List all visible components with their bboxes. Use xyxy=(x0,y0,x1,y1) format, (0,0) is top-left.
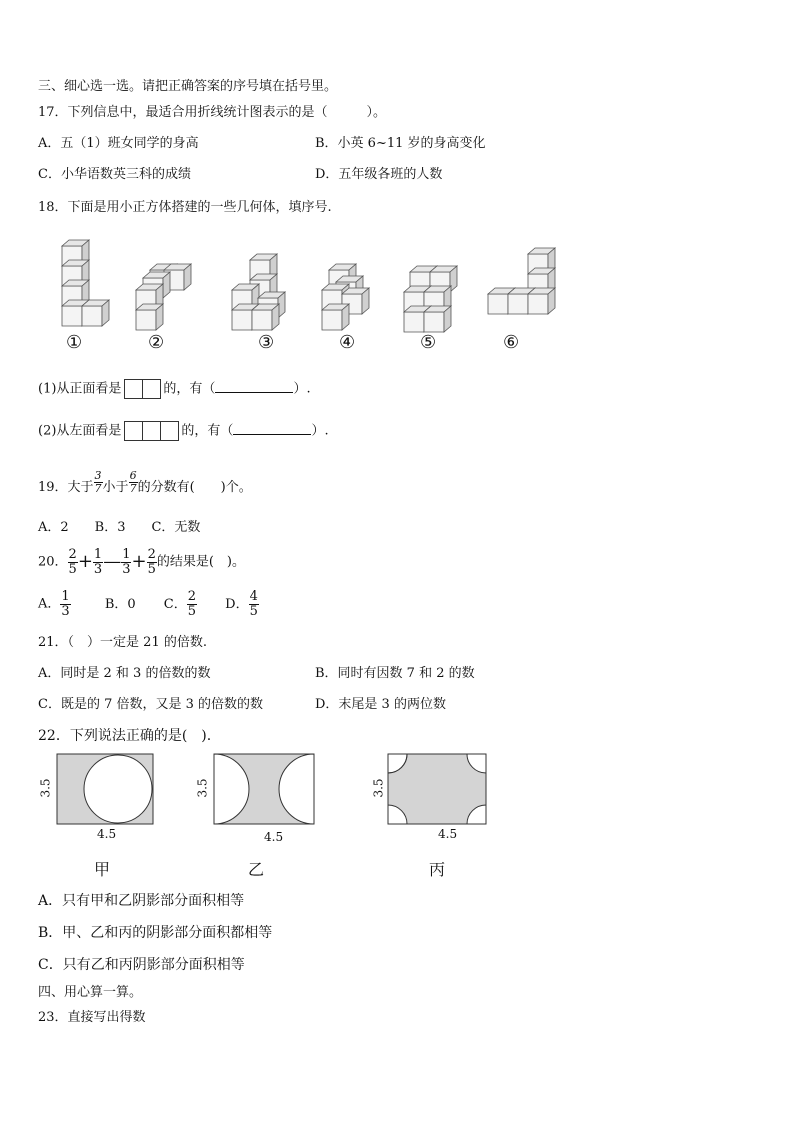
q18-stem: 18．下面是用小正方体搭建的一些几何体，填序号. xyxy=(38,200,332,215)
figure-name-bing: 丙 xyxy=(429,860,446,879)
q19-stem: 19．大于 $\frac{3}{7}$ 小于 $\frac{6}{7}$ 的分数有( )个。 xyxy=(38,469,252,496)
q20-options: A． $\frac{1}{3}$ B．0 C． $\frac{2}{5}$ D． $\frac{4}{5}$ xyxy=(38,589,258,619)
answer-blank-1[interactable] xyxy=(215,380,293,393)
q17-option-b: B．小英 6~11 岁的身高变化 xyxy=(315,136,486,151)
figure-label-1: ① xyxy=(66,332,83,353)
figure-label-6: ⑥ xyxy=(503,332,520,353)
figure-bing xyxy=(387,753,489,827)
q21-option-c: C．既是的 7 倍数，又是 3 的倍数的数 xyxy=(38,697,264,712)
jia-side-label: 3.5 xyxy=(38,778,53,798)
figure-name-jia: 甲 xyxy=(94,860,111,879)
figure-3 xyxy=(232,254,285,330)
section-3-heading: 三、细心选一选。请把正确答案的序号填在括号里。 xyxy=(38,79,338,94)
figure-4 xyxy=(322,264,369,330)
q22-option-c: C．只有乙和丙阴影部分面积相等 xyxy=(38,957,245,973)
figure-label-3: ③ xyxy=(258,332,275,353)
section-4-heading: 四、用心算一算。 xyxy=(38,985,143,1000)
q21-stem: 21．（ ）一定是 21 的倍数. xyxy=(38,635,207,650)
q18-part-1: (1)从正面看是 的，有（ ）. xyxy=(38,379,311,399)
q22-option-a: A．只有甲和乙阴影部分面积相等 xyxy=(38,893,245,909)
yi-bottom-label: 4.5 xyxy=(264,830,284,844)
bing-bottom-label: 4.5 xyxy=(438,827,458,841)
figure-jia xyxy=(56,753,156,827)
q17-option-a: A．五（1）班女同学的身高 xyxy=(38,136,199,151)
figure-5 xyxy=(404,266,457,332)
three-square-view-icon xyxy=(125,421,179,441)
q19-options: A．2 B．3 C．无数 xyxy=(38,520,201,535)
q23-stem: 23．直接写出得数 xyxy=(38,1010,146,1025)
q21-option-d: D．末尾是 3 的两位数 xyxy=(315,697,446,712)
figure-name-yi: 乙 xyxy=(248,860,265,879)
jia-bottom-label: 4.5 xyxy=(97,827,117,841)
q22-option-b: B．甲、乙和丙的阴影部分面积都相等 xyxy=(38,925,273,941)
q20-stem: 20． $\frac{2}{5}$ + $\frac{1}{3}$ — $\frac{1}{3}$ + $\frac{2}{5}$ 的结果是( )。 xyxy=(38,547,246,577)
q21-option-a: A．同时是 2 和 3 的倍数的数 xyxy=(38,666,211,681)
yi-side-label: 3.5 xyxy=(195,778,210,798)
figure-label-2: ② xyxy=(148,332,165,353)
q22-stem: 22．下列说法正确的是( ). xyxy=(38,728,212,744)
two-square-view-icon xyxy=(125,379,161,399)
answer-blank-2[interactable] xyxy=(233,422,311,435)
figure-6 xyxy=(488,248,555,314)
figure-1 xyxy=(62,240,109,326)
bing-side-label: 3.5 xyxy=(371,778,386,798)
figure-label-5: ⑤ xyxy=(420,332,437,353)
figure-2 xyxy=(136,264,191,330)
figure-yi xyxy=(213,753,317,827)
q17-option-d: D．五年级各班的人数 xyxy=(315,167,443,182)
q18-part-2: (2)从左面看是 的，有（ ）. xyxy=(38,421,329,441)
q17-option-c: C．小华语数英三科的成绩 xyxy=(38,167,191,182)
q21-option-b: B．同时有因数 7 和 2 的数 xyxy=(315,666,475,681)
q17-stem: 17．下列信息中，最适合用折线统计图表示的是（ ）。 xyxy=(38,105,387,120)
figure-label-4: ④ xyxy=(339,332,356,353)
